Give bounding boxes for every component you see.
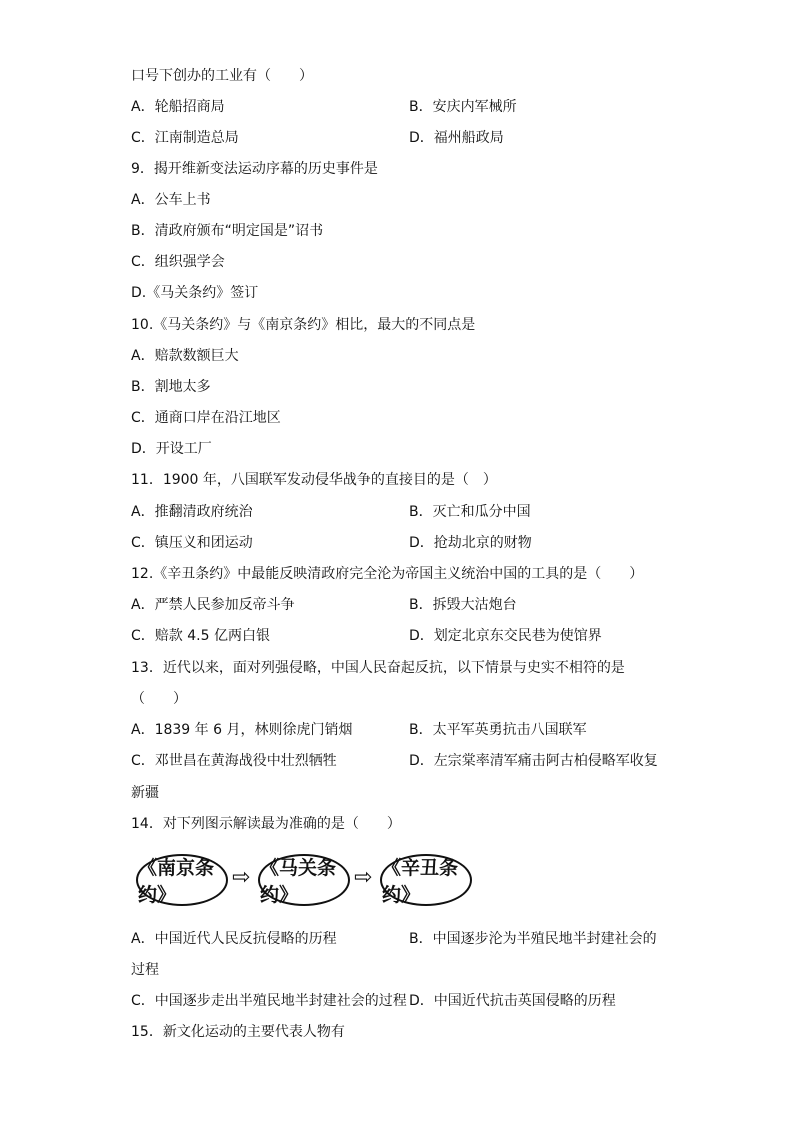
question-9-option-c: C．组织强学会 <box>131 254 225 270</box>
question-12-option-c: C．赔款 4.5 亿两白银 <box>131 628 270 644</box>
question-10-option-c: C．通商口岸在沿江地区 <box>131 410 281 426</box>
arrow-right-icon: ⇨ <box>354 865 373 890</box>
question-8-option-c: C．江南制造总局 <box>131 130 239 146</box>
question-11: 11．1900 年，八国联军发动侵华战争的直接目的是（ ） <box>131 472 497 488</box>
treaty-sequence-diagram <box>136 852 481 912</box>
question-9-option-d: D.《马关条约》签订 <box>131 285 259 301</box>
question-13-option-b: B．太平军英勇抗击八国联军 <box>409 722 587 738</box>
treaty-xinchou-seal: 《辛丑条约》 <box>380 854 472 906</box>
question-13: 13．近代以来，面对列强侵略，中国人民奋起反抗，以下情景与史实不相符的是 <box>131 660 625 676</box>
question-10: 10.《马关条约》与《南京条约》相比，最大的不同点是 <box>131 317 476 333</box>
question-13-option-d: D．左宗棠率清军痛击阿古柏侵略军收复 <box>409 753 658 769</box>
question-8-continued: 口号下创办的工业有（ ） <box>131 68 313 84</box>
question-11-option-d: D．抢劫北京的财物 <box>409 535 532 551</box>
question-12-option-d: D．划定北京东交民巷为使馆界 <box>409 628 602 644</box>
question-14-option-b-continued: 过程 <box>131 962 159 978</box>
question-10-option-b: B．割地太多 <box>131 379 211 395</box>
question-14-option-c: C．中国逐步走出半殖民地半封建社会的过程 <box>131 993 407 1009</box>
question-13-option-a: A．1839 年 6 月，林则徐虎门销烟 <box>131 722 353 738</box>
question-15: 15．新文化运动的主要代表人物有 <box>131 1024 345 1040</box>
question-13-parenthesis: （ ） <box>131 691 187 707</box>
question-10-option-a: A．赔款数额巨大 <box>131 348 239 364</box>
question-12-option-a: A．严禁人民参加反帝斗争 <box>131 597 295 613</box>
question-14-option-b: B．中国逐步沦为半殖民地半封建社会的 <box>409 931 657 947</box>
question-14-option-d: D．中国近代抗击英国侵略的历程 <box>409 993 616 1009</box>
question-13-option-d-continued: 新疆 <box>131 785 159 801</box>
question-11-option-c: C．镇压义和团运动 <box>131 535 253 551</box>
question-9-option-b: B．清政府颁布“明定国是”诏书 <box>131 223 324 239</box>
question-8-option-b: B．安庆内军械所 <box>409 99 517 115</box>
question-13-option-c: C．邓世昌在黄海战役中壮烈牺牲 <box>131 753 337 769</box>
question-9-option-a: A．公车上书 <box>131 192 211 208</box>
treaty-maguan-seal: 《马关条约》 <box>258 854 350 906</box>
treaty-nanjing-seal: 《南京条约》 <box>136 854 228 906</box>
question-8-option-d: D．福州船政局 <box>409 130 504 146</box>
question-14: 14．对下列图示解读最为准确的是（ ） <box>131 816 401 832</box>
question-12: 12.《辛丑条约》中最能反映清政府完全沦为帝国主义统治中国的工具的是（ ） <box>131 566 644 582</box>
question-14-option-a: A．中国近代人民反抗侵略的历程 <box>131 931 337 947</box>
question-10-option-d: D．开设工厂 <box>131 441 212 457</box>
question-8-option-a: A．轮船招商局 <box>131 99 225 115</box>
question-11-option-a: A．推翻清政府统治 <box>131 504 253 520</box>
question-9: 9．揭开维新变法运动序幕的历史事件是 <box>131 161 378 177</box>
question-12-option-b: B．拆毁大沽炮台 <box>409 597 517 613</box>
arrow-right-icon: ⇨ <box>232 865 251 890</box>
question-11-option-b: B．灭亡和瓜分中国 <box>409 504 531 520</box>
